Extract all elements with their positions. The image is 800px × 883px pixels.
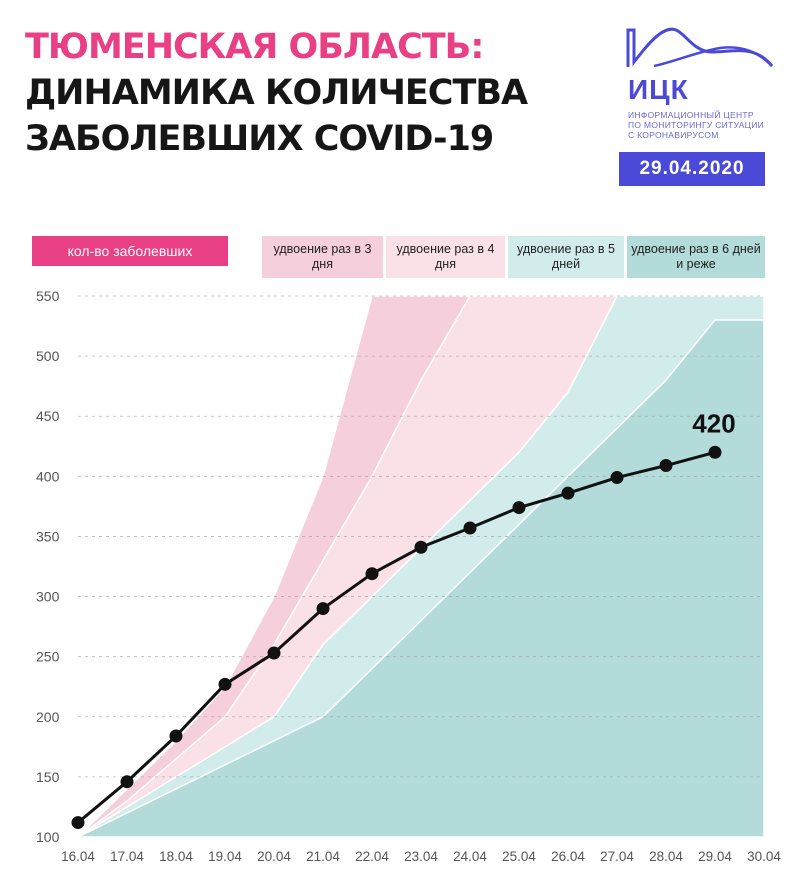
data-point <box>464 522 477 535</box>
x-tick-label: 22.04 <box>355 849 389 864</box>
y-tick-label: 250 <box>36 648 60 665</box>
y-tick-label: 200 <box>36 708 60 725</box>
logo-abbreviation: ИЦК <box>628 74 689 105</box>
data-point <box>513 501 526 514</box>
data-point <box>317 602 330 615</box>
x-tick-label: 25.04 <box>502 849 536 864</box>
data-point <box>268 647 281 660</box>
x-tick-label: 17.04 <box>110 849 144 864</box>
data-point <box>709 446 722 459</box>
x-tick-label: 29.04 <box>698 849 732 864</box>
y-tick-label: 450 <box>36 408 60 425</box>
data-point <box>219 678 232 691</box>
x-tick-label: 24.04 <box>453 849 487 864</box>
y-tick-label: 500 <box>36 348 60 365</box>
logo-caption-line: С КОРОНАВИРУСОМ <box>628 130 719 140</box>
y-tick-label: 100 <box>36 829 60 845</box>
title-region: ТЮМЕНСКАЯ ОБЛАСТЬ: <box>25 27 484 67</box>
x-tick-label: 23.04 <box>404 849 438 864</box>
x-tick-label: 20.04 <box>257 849 291 864</box>
x-tick-label: 27.04 <box>600 849 634 864</box>
x-tick-label: 18.04 <box>159 849 193 864</box>
value-annotation: 420 <box>692 408 736 439</box>
data-point <box>121 775 134 788</box>
legend-band-3-days: удвоение раз в 3 дня <box>262 236 383 278</box>
x-tick-label: 19.04 <box>208 849 242 864</box>
date-badge: 29.04.2020 <box>619 152 765 186</box>
y-tick-label: 150 <box>36 768 60 785</box>
data-point <box>660 459 673 472</box>
x-tick-label: 26.04 <box>551 849 585 864</box>
x-tick-label: 21.04 <box>306 849 340 864</box>
x-tick-label: 16.04 <box>61 849 95 864</box>
y-tick-label: 550 <box>36 288 60 304</box>
legend-band-5-days: удвоение раз в 5 дней <box>508 236 624 278</box>
legend-band-4-days: удвоение раз в 4 дня <box>386 236 505 278</box>
data-point <box>72 816 85 829</box>
logo-caption-line: ПО МОНИТОРИНГУ СИТУАЦИИ <box>628 120 765 130</box>
title-line-3: ЗАБОЛЕВШИХ COVID-19 <box>25 119 494 159</box>
data-point <box>366 567 379 580</box>
data-point <box>415 541 428 554</box>
x-tick-label: 28.04 <box>649 849 683 864</box>
data-point <box>562 487 575 500</box>
y-tick-label: 300 <box>36 588 60 605</box>
y-tick-label: 350 <box>36 528 60 545</box>
logo-caption-line: ИНФОРМАЦИОННЫЙ ЦЕНТР <box>628 110 754 120</box>
data-point <box>170 730 183 743</box>
y-tick-label: 400 <box>36 468 60 485</box>
data-point <box>611 471 624 484</box>
x-tick-label: 30.04 <box>747 849 781 864</box>
legend-band-6-days: удвоение раз в 6 дней и реже <box>627 236 765 278</box>
title-line-2: ДИНАМИКА КОЛИЧЕСТВА <box>25 73 528 113</box>
legend-main-series: кол-во заболевших <box>32 236 228 266</box>
